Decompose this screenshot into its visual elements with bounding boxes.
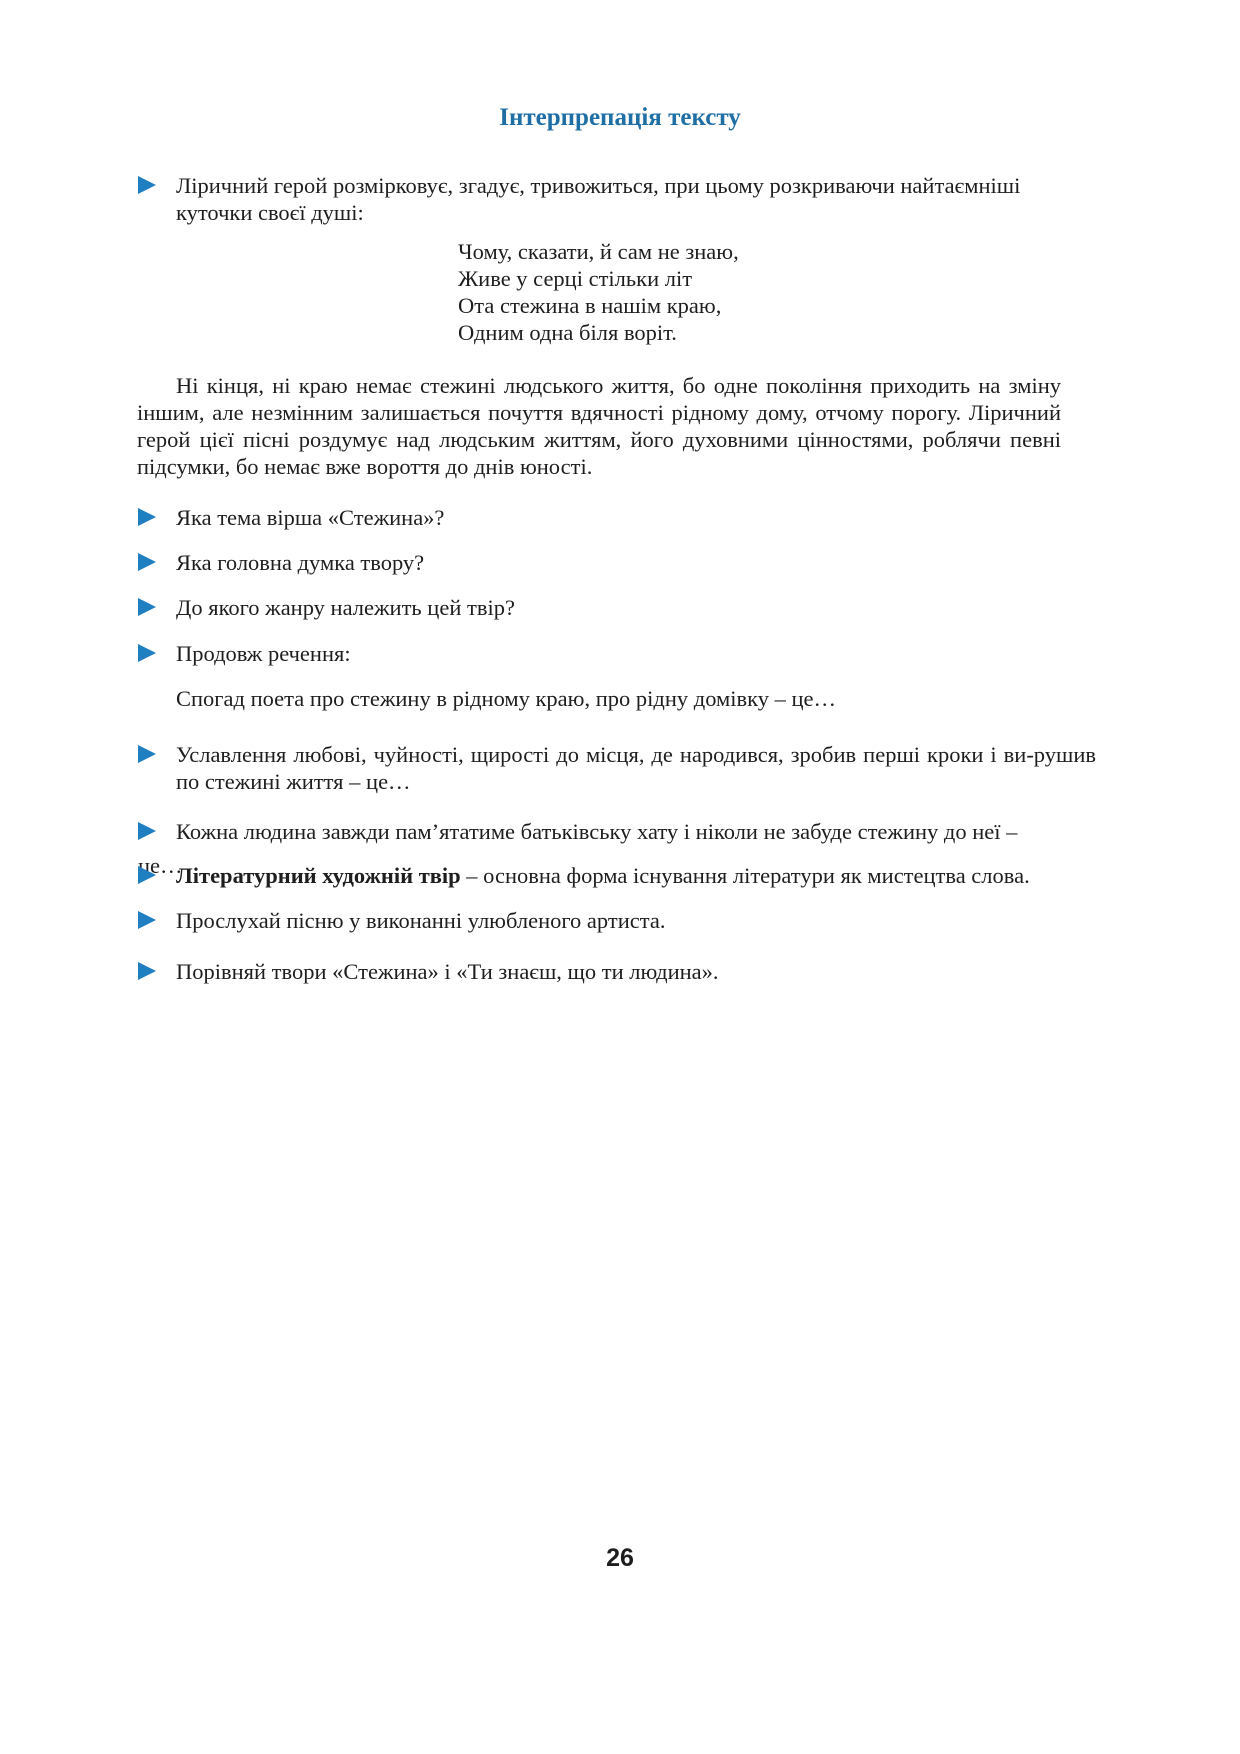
poem-line: Чому, сказати, й сам не знаю, [458, 239, 739, 264]
triangle-right-icon [138, 822, 156, 840]
poem-line: Ота стежина в нашім краю, [458, 293, 722, 318]
definition-rest: – основна форма існування літератури як мистецтва слова. [460, 863, 1030, 888]
interpretation-paragraph: Ні кінця, ні краю немає стежині людського життя, бо одне покоління приходить на зміну іншим, але незмінним залишається почуття вдячності рідному дому, отчому порогу. Ліричний герой цієї пісні роздумує над людським життям, його духовними цінностями, роблячи певні підсумки, бо немає вже вороття до днів юності. [137, 373, 1061, 479]
task-text: Прослухай пісню у виконанні улюбленого артиста. [176, 908, 666, 933]
task-text: Порівняй твори «Стежина» і «Ти знаєш, що ти людина». [176, 959, 719, 984]
definition-term: Літературний художній твір [176, 863, 461, 888]
triangle-right-icon [138, 176, 156, 194]
bullet-text: Ліричний герой розмірковує, згадує, тривожиться, при цьому розкриваючи найтаємніші куточки своєї душі: [176, 173, 1021, 225]
triangle-right-icon [138, 598, 156, 616]
poem-line: Живе у серці стільки літ [458, 266, 693, 291]
continuation-item [138, 741, 1098, 797]
continuation-text: Кожна людина завжди пам’ятатиме батьківську хату і ніколи не забуде стежину до неї – [176, 819, 1018, 844]
bullet-item-intro [138, 172, 1098, 228]
question-text: Продовж речення: [176, 641, 351, 666]
poem-line: Одним одна біля воріт. [458, 320, 677, 345]
page-number: 26 [606, 1544, 634, 1572]
triangle-right-icon [138, 508, 156, 526]
question-text: Яка тема вірша «Стежина»? [176, 505, 445, 530]
continuation-text: Уславлення любові, чуйності, щирості до місця, де народився, зробив перші кроки і ви-рушив по стежині життя – це… [176, 742, 1096, 794]
poem-quote [458, 238, 739, 346]
triangle-right-icon [138, 866, 156, 884]
question-text: До якого жанру належить цей твір? [176, 595, 515, 620]
triangle-right-icon [138, 644, 156, 662]
question-text: Яка головна думка твору? [176, 550, 425, 575]
section-title: Інтерпрепація тексту [499, 104, 741, 131]
definition-text [176, 862, 1096, 889]
sentence-start: Спогад поета про стежину в рідному краю, про рідну домівку – це… [176, 686, 837, 711]
triangle-right-icon [138, 962, 156, 980]
triangle-right-icon [138, 553, 156, 571]
overlap-fragment: це… [138, 853, 183, 878]
triangle-right-icon [138, 745, 156, 763]
triangle-right-icon [138, 911, 156, 929]
